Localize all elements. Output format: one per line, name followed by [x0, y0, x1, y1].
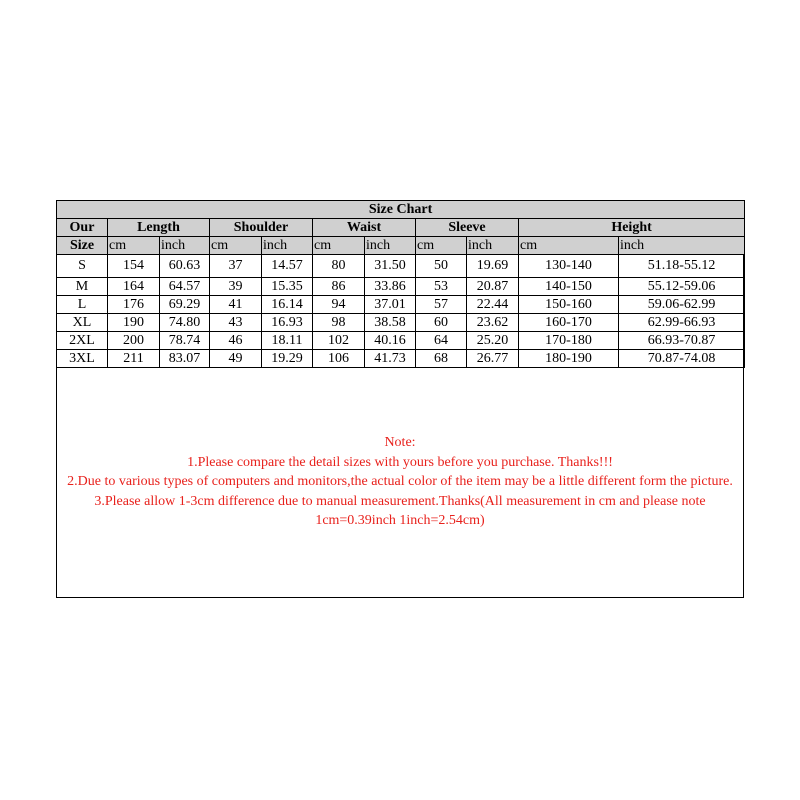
- value-cell: 130-140: [519, 255, 619, 278]
- value-cell: 200: [108, 332, 160, 350]
- value-cell: 53: [416, 278, 467, 296]
- value-cell: 41: [210, 296, 262, 314]
- value-cell: 83.07: [160, 350, 210, 368]
- unit-cell: cm: [210, 237, 262, 255]
- size-cell: XL: [57, 314, 108, 332]
- header-waist: Waist: [313, 219, 416, 237]
- value-cell: 25.20: [467, 332, 519, 350]
- value-cell: 39: [210, 278, 262, 296]
- value-cell: 150-160: [519, 296, 619, 314]
- value-cell: 70.87-74.08: [619, 350, 745, 368]
- header-our: Our: [57, 219, 108, 237]
- note-heading: Note:: [384, 435, 416, 450]
- value-cell: 20.87: [467, 278, 519, 296]
- size-chart-table: [56, 200, 745, 368]
- unit-cell: cm: [108, 237, 160, 255]
- value-cell: 160-170: [519, 314, 619, 332]
- value-cell: 68: [416, 350, 467, 368]
- unit-cell: cm: [519, 237, 619, 255]
- unit-cell: inch: [619, 237, 745, 255]
- value-cell: 57: [416, 296, 467, 314]
- value-cell: 40.16: [365, 332, 416, 350]
- value-cell: 38.58: [365, 314, 416, 332]
- value-cell: 59.06-62.99: [619, 296, 745, 314]
- value-cell: 69.29: [160, 296, 210, 314]
- value-cell: 33.86: [365, 278, 416, 296]
- value-cell: 211: [108, 350, 160, 368]
- header-height: Height: [519, 219, 745, 237]
- value-cell: 64.57: [160, 278, 210, 296]
- value-cell: 22.44: [467, 296, 519, 314]
- value-cell: 41.73: [365, 350, 416, 368]
- value-cell: 164: [108, 278, 160, 296]
- value-cell: 15.35: [262, 278, 313, 296]
- unit-cell: cm: [416, 237, 467, 255]
- value-cell: 66.93-70.87: [619, 332, 745, 350]
- value-cell: 64: [416, 332, 467, 350]
- size-cell: S: [57, 255, 108, 278]
- value-cell: 19.29: [262, 350, 313, 368]
- value-cell: 106: [313, 350, 365, 368]
- value-cell: 60.63: [160, 255, 210, 278]
- value-cell: 94: [313, 296, 365, 314]
- value-cell: 86: [313, 278, 365, 296]
- unit-cell: inch: [365, 237, 416, 255]
- value-cell: 16.93: [262, 314, 313, 332]
- header-size: Size: [57, 237, 108, 255]
- size-cell: M: [57, 278, 108, 296]
- value-cell: 37.01: [365, 296, 416, 314]
- chart-title: Size Chart: [57, 201, 745, 219]
- value-cell: 31.50: [365, 255, 416, 278]
- value-cell: 51.18-55.12: [619, 255, 745, 278]
- table-row: [57, 255, 745, 278]
- header-length: Length: [108, 219, 210, 237]
- unit-cell: inch: [467, 237, 519, 255]
- table-row: [57, 332, 745, 350]
- value-cell: 46: [210, 332, 262, 350]
- note-line-2: 2.Due to various types of computers and monitors,the actual color of the item may be a little different form the picture.: [67, 474, 733, 489]
- size-cell: L: [57, 296, 108, 314]
- table-row: [57, 296, 745, 314]
- value-cell: 50: [416, 255, 467, 278]
- value-cell: 190: [108, 314, 160, 332]
- header-shoulder: Shoulder: [210, 219, 313, 237]
- unit-cell: inch: [262, 237, 313, 255]
- value-cell: 60: [416, 314, 467, 332]
- value-cell: 14.57: [262, 255, 313, 278]
- unit-cell: inch: [160, 237, 210, 255]
- notes-section: [57, 433, 743, 531]
- value-cell: 78.74: [160, 332, 210, 350]
- size-chart-sheet: [56, 200, 744, 598]
- value-cell: 37: [210, 255, 262, 278]
- value-cell: 43: [210, 314, 262, 332]
- size-cell: 3XL: [57, 350, 108, 368]
- value-cell: 23.62: [467, 314, 519, 332]
- note-line-3: 3.Please allow 1-3cm difference due to manual measurement.Thanks(All measurement in cm and please note 1cm=0.39inch 1inch=2.54cm): [94, 493, 706, 528]
- table-row: [57, 278, 745, 296]
- value-cell: 140-150: [519, 278, 619, 296]
- table-row: [57, 314, 745, 332]
- value-cell: 102: [313, 332, 365, 350]
- table-row: [57, 350, 745, 368]
- value-cell: 80: [313, 255, 365, 278]
- value-cell: 49: [210, 350, 262, 368]
- value-cell: 62.99-66.93: [619, 314, 745, 332]
- value-cell: 26.77: [467, 350, 519, 368]
- value-cell: 18.11: [262, 332, 313, 350]
- value-cell: 180-190: [519, 350, 619, 368]
- value-cell: 98: [313, 314, 365, 332]
- value-cell: 55.12-59.06: [619, 278, 745, 296]
- header-sleeve: Sleeve: [416, 219, 519, 237]
- unit-cell: cm: [313, 237, 365, 255]
- note-line-1: 1.Please compare the detail sizes with yours before you purchase. Thanks!!!: [187, 454, 613, 470]
- size-cell: 2XL: [57, 332, 108, 350]
- value-cell: 176: [108, 296, 160, 314]
- value-cell: 16.14: [262, 296, 313, 314]
- value-cell: 74.80: [160, 314, 210, 332]
- value-cell: 154: [108, 255, 160, 278]
- value-cell: 170-180: [519, 332, 619, 350]
- value-cell: 19.69: [467, 255, 519, 278]
